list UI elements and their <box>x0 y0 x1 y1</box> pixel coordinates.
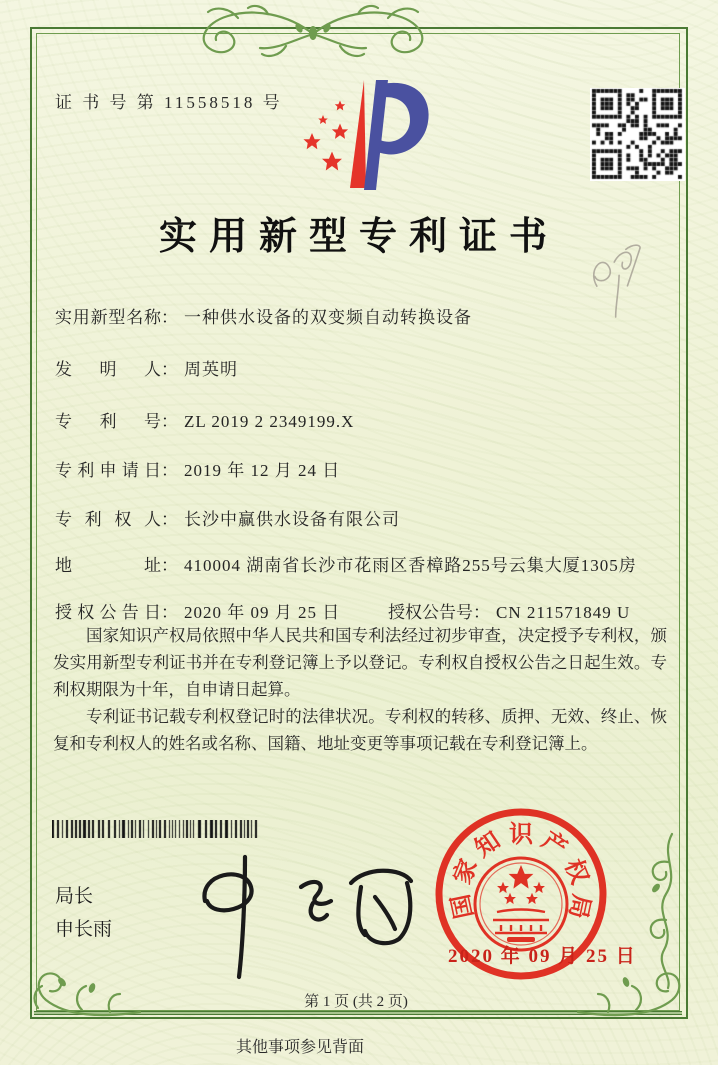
field-value: ZL 2019 2 2349199.X <box>184 412 355 431</box>
legal-text <box>53 622 667 757</box>
field-value: 长沙中赢供水设备有限公司 <box>184 510 400 529</box>
field-value: 一种供水设备的双变频自动转换设备 <box>184 308 472 327</box>
field-grant-publication-number: 授权公告号： CN 211571849 U <box>388 603 631 622</box>
field-value: 2019 年 12 月 24 日 <box>184 461 341 480</box>
field-inventor: 发明人： 周英明 <box>55 355 238 380</box>
qr-code <box>590 88 685 181</box>
field-utility-model-name: 实用新型名称： 一种供水设备的双变频自动转换设备 <box>55 303 472 328</box>
field-filing-date: 专利申请日： 2019 年 12 月 24 日 <box>55 456 340 481</box>
svg-text:权: 权 <box>559 855 593 888</box>
officer-title: 局长 <box>55 886 94 907</box>
officer-signature <box>185 843 420 983</box>
field-value: 410004 湖南省长沙市花雨区香樟路255号云集大厦1305房 <box>184 556 637 575</box>
svg-text:知: 知 <box>470 827 506 863</box>
svg-text:家: 家 <box>449 855 483 888</box>
field-value: 周英明 <box>184 360 238 379</box>
seal-date: 2020 年 09 月 25 日 <box>448 946 637 967</box>
certificate-title: 实用新型专利证书 <box>158 216 559 258</box>
field-value: CN 211571849 U <box>496 603 631 622</box>
page-number: 第 1 页 (共 2 页) <box>304 994 408 1010</box>
field-label: 实用新型名称 <box>55 308 161 327</box>
svg-text:国: 国 <box>448 891 479 921</box>
svg-text:产: 产 <box>536 827 572 863</box>
field-grant-date: 授权公告日： 2020 年 09 月 25 日 <box>55 598 340 623</box>
pencil-mark-627 <box>579 233 673 326</box>
svg-text:局: 局 <box>563 891 594 921</box>
field-address: 地址： 410004 湖南省长沙市花雨区香樟路255号云集大厦1305房 <box>55 551 637 576</box>
field-label: 授权公告日 <box>55 603 161 622</box>
field-label: 发明人 <box>55 360 161 379</box>
officer-block <box>55 880 112 946</box>
back-side-note: 其他事项参见背面 <box>235 1039 364 1056</box>
svg-text:识: 识 <box>509 822 533 848</box>
field-label: 专利权人 <box>55 510 161 529</box>
officer-name: 申长雨 <box>55 919 113 940</box>
field-label: 授权公告号 <box>388 603 473 622</box>
field-label: 地址 <box>55 556 161 575</box>
barcode <box>52 820 258 838</box>
field-label: 专利申请日 <box>55 461 161 480</box>
field-patentee: 专利权人： 长沙中赢供水设备有限公司 <box>55 505 400 530</box>
field-value: 2020 年 09 月 25 日 <box>184 603 341 622</box>
field-patent-number: 专利号： ZL 2019 2 2349199.X <box>55 407 354 432</box>
top-flourish-ornament-icon <box>168 0 458 64</box>
legal-paragraph-2: 专利证书记载专利权登记时的法律状况。专利权的转移、质押、无效、终止、恢复和专利权人的姓名或名称、国籍、地址变更等事项记载在专利登记簿上。 <box>53 707 667 753</box>
certificate-number: 证 书 号 第 11558518 号 <box>55 93 283 112</box>
cnipa-logo-icon <box>296 78 430 192</box>
legal-paragraph-1: 国家知识产权局依照中华人民共和国专利法经过初步审查，决定授予专利权，颁发实用新型专利证书并在专利登记簿上予以登记。专利权自授权公告之日起生效。专利权期限为十年，自申请日起算。 <box>53 626 667 699</box>
field-label: 专利号 <box>55 412 161 431</box>
